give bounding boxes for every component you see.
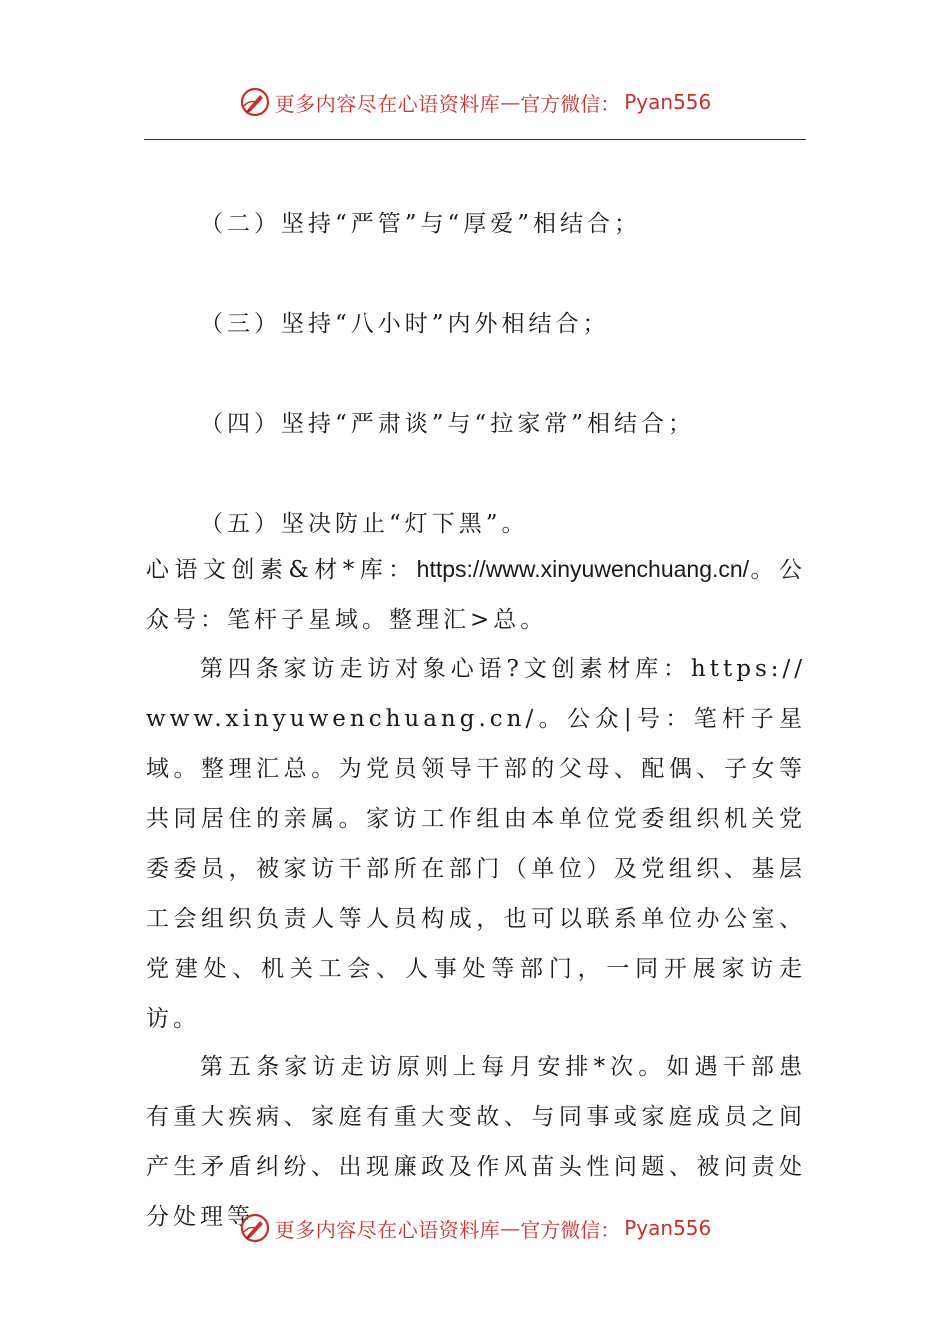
banner-dash: — [500,90,521,114]
header-banner [0,86,950,118]
pen-logo-icon [239,86,271,118]
wechat-label: 官方微信： [520,1217,621,1242]
source-note-url: https://www.xinyuwenchuang.cn/ [416,556,750,582]
banner-title: 更多内容尽在心语资料库 [274,91,501,116]
source-note-suffix: 。公众号：笔杆子星域。整理汇>总。 [146,557,806,633]
pen-logo-icon [239,1212,271,1244]
wechat-id: Pyan556 [624,1216,712,1240]
list-item-3: （三）坚持“八小时”内外相结合； [200,311,610,337]
source-note [146,544,806,645]
article-5-paragraph: 第五条家访走访原则上每月安排*次。如遇干部患有重大疾病、家庭有重大变故、与同事或家庭成员之间产生矛盾纠纷、出现廉政及作风苗头性问题、被问责处分处理等 [146,1054,806,1230]
banner-title: 更多内容尽在心语资料库 [274,1217,501,1242]
list-item-4: （四）坚持“严肃谈”与“拉家常”相结合； [200,411,696,437]
wechat-id: Pyan556 [624,90,712,114]
header-divider [144,139,806,140]
banner-dash: — [500,1216,521,1240]
footer-banner [0,1212,950,1244]
source-note-prefix: 心语文创素&材*库： [146,557,417,583]
wechat-label: 官方微信： [520,91,621,116]
list-item-5: （五）坚决防止“灯下黑”。 [200,511,529,537]
list-item-2: （二）坚持“严管”与“厚爱”相结合； [200,211,642,237]
article-4-paragraph: 第四条家访走访对象心语?文创素材库：https://www.xinyuwenchuang.cn/。公众|号：笔杆子星域。整理汇总。为党员领导干部的父母、配偶、子女等共同居住的亲属。家访工作组由本单位党委组织机关党委委员，被家访干部所在部门（单位）及党组织、基层工会组织负责人等人员构成，也可以联系单位办公室、党建处、机关工会、人事处等部门，一同开展家访走访。 [146,656,806,1032]
